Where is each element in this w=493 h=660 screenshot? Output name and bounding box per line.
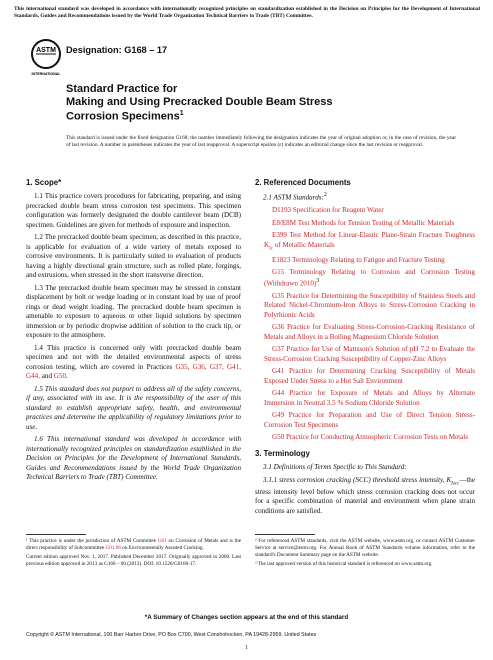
footnotes-left	[26, 538, 241, 570]
reference-item	[255, 433, 475, 443]
reference-title[interactable]: Terminology Relating to Corrosion and Corrosion Testing (Withdrawn 2010)	[264, 268, 475, 288]
reference-title[interactable]: Test Methods for Tension Testing of Metallic Materials	[296, 218, 455, 227]
reference-code-link[interactable]: G15	[272, 268, 285, 277]
reference-item	[255, 206, 475, 216]
scope-1-4: 1.4 This practice is concerned only with precracked double beam specimen and not with the detailed environmental aspects of stress corrosion testing, which are covered in Practices G35, G36, G37, G41, G44, and G50.	[26, 343, 241, 381]
referenced-intro: 2.1 ASTM Standards:$^2$	[263, 192, 327, 202]
footnote-2: ² For referenced ASTM standards, visit the ASTM website, www.astm.org, or contact ASTM Customer Service at service@astm.org. For Annual Book of ASTM Standards volume information, refer to the standard's Document Summary page on the ASTM website.	[255, 538, 475, 558]
footnotes-right	[255, 538, 475, 570]
reference-code-link[interactable]: G35	[272, 291, 285, 300]
terminology-heading: 3. Terminology	[255, 448, 310, 458]
reference-title-tail[interactable]: of Metallic Materials	[273, 240, 335, 249]
reference-code-link[interactable]: G36	[272, 323, 285, 332]
reference-subscript: Ic	[269, 246, 274, 252]
document-title	[66, 83, 366, 124]
reference-code-link[interactable]: E8/E8M	[272, 218, 297, 227]
issued-note: This standard is issued under the fixed designation G168; the number immediately following the designation indicates the year of original adoption or, in the case of revision, the year of last revision. A number in parentheses indicates the year of last reapproval. A superscript epsilon (ε) indicates an editorial change since the last revision or reapproval.	[66, 135, 456, 148]
reference-code-link[interactable]: G44	[272, 389, 285, 398]
reference-title[interactable]: Practice for Determining the Susceptibility of Stainless Steels and Related Nickel-Chromium-Iron Alloys to Stress-Corrosion Cracking in Polythionic Acids	[264, 291, 475, 319]
referenced-heading: 2. Referenced Documents	[255, 178, 351, 187]
reference-item	[255, 345, 475, 364]
terminology-3-1-1: 3.1.1 stress corrosion cracking (SCC) threshold stress intensity, $K_{Iscc}—the$ stress intensity level below which stress corrosion cracking does not occur for a specific combination of material and environment when plane strain conditions are satisfied.	[255, 475, 475, 515]
reference-item	[255, 411, 475, 430]
footnote-1: ¹ This practice is under the jurisdiction of ASTM Committee G01 on Corrosion of Metals and is the direct responsibility of Subcommittee G01.06 on Environmentally Assisted Cracking.	[26, 538, 241, 551]
top-notice: This international standard was developed in accordance with internationally recognized principles on standardization established in the Decision on Principles for the Development of International Standards, Guides and Recommendations issued by the World Trade Organization Technical Barriers to Trade (TBT) Committee.	[14, 6, 480, 20]
footnote-rule-right	[255, 534, 315, 535]
subcommittee-link[interactable]: G01.06	[105, 544, 121, 551]
scope-heading: 1. Scope*	[26, 178, 62, 187]
left-column	[26, 178, 241, 486]
reference-item	[255, 256, 475, 266]
title-line-2: Making and Using Precracked Double Beam Stress	[66, 96, 333, 109]
practice-link-g50[interactable]: G50	[53, 372, 67, 381]
reference-footnote-mark: 3	[316, 277, 320, 284]
reference-title[interactable]: Terminology Relating to Fatigue and Fracture Testing	[290, 255, 445, 264]
reference-code-link[interactable]: D1193	[272, 206, 292, 215]
reference-item	[255, 268, 475, 288]
logo-text: ASTM	[36, 47, 56, 54]
title-line-3: Corrosion Specimens$^1$	[66, 109, 184, 123]
reference-title[interactable]: Test Method for Linear-Elastic Plane-Strain Fracture Toughness K	[264, 231, 475, 249]
designation: Designation: G168 – 17	[66, 45, 168, 55]
practice-links[interactable]: G35, G36, G37, G41, G44,	[26, 362, 241, 381]
reference-item	[255, 292, 475, 321]
copyright: Copyright © ASTM International, 100 Barr Harbor Drive, PO Box C700, West Conshohocken, PA 19428-2959. United States	[26, 632, 317, 638]
footnote-3: ³ The last approved version of this historical standard is referenced on www.astm.org.	[255, 560, 433, 567]
reference-code-link[interactable]: E1823	[272, 255, 291, 264]
reference-title[interactable]: Practice for Preparation and Use of Direct Tension Stress-Corrosion Test Specimens	[264, 411, 475, 429]
reference-list	[255, 206, 475, 442]
reference-item	[255, 389, 475, 408]
logo-subtext: INTERNATIONAL	[31, 72, 61, 76]
reference-title[interactable]: Practice for Exposure of Metals and Alloys by Alternate Immersion in Neutral 3.5 % Sodium Chloride Solution	[264, 389, 475, 407]
reference-title[interactable]: Practice for Evaluating Stress-Corrosion-Cracking Resistance of Metals and Alloys in a Boiling Magnesium Chloride Solution	[264, 323, 475, 341]
reference-code-link[interactable]: G37	[272, 345, 285, 354]
scope-1-2: 1.2 The precracked double beam specimen, as described in this practice, is applicable for evaluation of a wide variety of metals exposed to corrosive environments. It is particularly suited to evaluation of products having a highly directional grain structure, such as rolled plate, forgings, and extrusions, when stressed in the short transverse direction.	[26, 233, 241, 280]
reference-code-link[interactable]: G49	[272, 411, 285, 420]
committee-link[interactable]: G01	[157, 538, 167, 544]
scope-1-6: 1.6 This international standard was developed in accordance with internationally recognized principles on standardization established in the Decision on Principles for the Development of International Standards, Guides and Recommendations issued by the World Trade Organization Technical Barriers to Trade (TBT) Committee.	[26, 435, 241, 482]
reference-code-link[interactable]: G50	[272, 433, 285, 442]
reference-title[interactable]: Practice for Conducting Atmospheric Corrosion Tests on Metals	[284, 433, 469, 442]
reference-item	[255, 323, 475, 342]
reference-item	[255, 219, 475, 229]
footnote-edition: Current edition approved Nov. 1, 2017. Published December 2017. Originally approved in 2000. Last previous edition approved in 2013 as G168 – 00 (2013). DOI: 10.1520/G0168-17.	[26, 553, 241, 567]
terminology-3-1: 3.1 Definitions of Terms Specific to This Standard:	[263, 463, 407, 472]
page-number: 1	[245, 645, 248, 651]
reference-code-link[interactable]: G41	[272, 367, 285, 376]
reference-title[interactable]: Practice for Determining Cracking Susceptibility of Metals Exposed Under Stress to a Hot Salt Environment	[264, 367, 475, 385]
reference-title[interactable]: Specification for Reagent Water	[291, 206, 384, 215]
reference-code-link[interactable]: E399	[272, 231, 287, 240]
right-column	[255, 178, 475, 519]
reference-title[interactable]: Practice for Use of Mattsson's Solution of pH 7.2 to Evaluate the Stress-Corrosion Cracking Susceptibility of Copper-Zinc Alloys	[264, 345, 475, 363]
scope-1-3: 1.3 The precracked double beam specimen may be stressed in constant displacement by bolt or wedge loading or in constant load by use of proof rings or dead weight loading. The precracked double beam specimen is amenable to exposure to aqueous or other liquid solutions by specimen immersion or by periodic dropwise addition of solution to the crack tip, or exposure to the atmosphere.	[26, 283, 241, 340]
scope-1-1: 1.1 This practice covers procedures for fabricating, preparing, and using precracked double beam stress corrosion test specimens. This specimen configuration was formerly designated the double cantilever beam (DCB) specimen. Guidelines are given for methods of exposure and inspection.	[26, 192, 241, 229]
astm-logo	[30, 38, 62, 78]
reference-item	[255, 367, 475, 386]
scope-1-5: 1.5 This standard does not purport to address all of the safety concerns, if any, associated with its use. It is the responsibility of the user of this standard to establish appropriate safety, health, and environmental practices and determine the applicability of regulatory limitations prior to use.	[26, 384, 241, 431]
footnote-rule-left	[26, 534, 86, 535]
title-line-1: Standard Practice for	[66, 83, 178, 95]
reference-item	[255, 231, 475, 253]
summary-notice: *A Summary of Changes section appears at the end of this standard	[144, 614, 349, 621]
